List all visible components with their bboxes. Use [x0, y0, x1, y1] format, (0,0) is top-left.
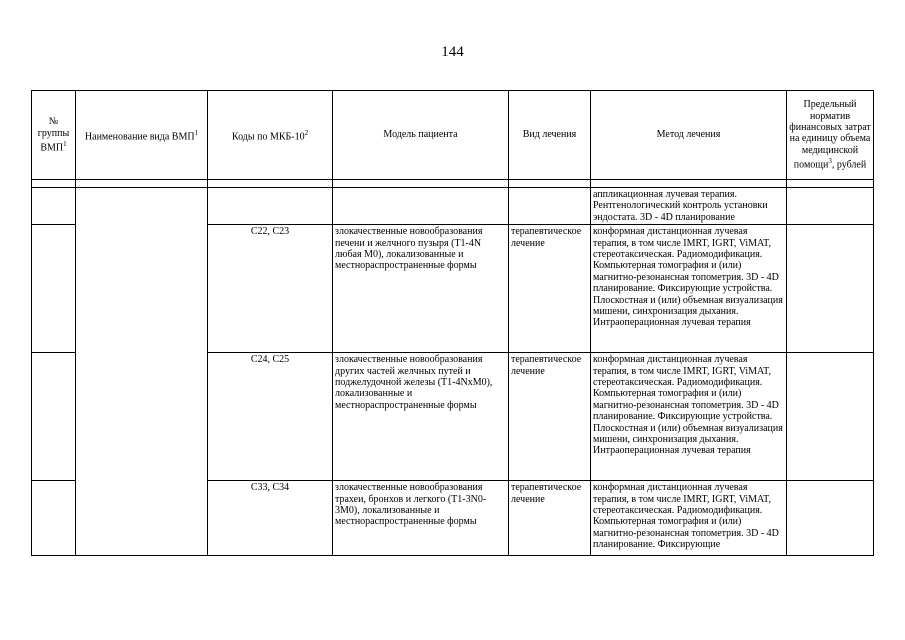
method-cell: конформная дистанционная лучевая терапия, в том числе IMRT, IGRT, ViMAT, стереотаксическая. Радиомодификация. Компьютерная томография и (или) магнитно-резонансная топометрия. 3D - 4D планирование. Фиксирующие — [591, 481, 787, 556]
group-cell — [32, 188, 76, 225]
group-cell — [32, 225, 76, 353]
cost-cell — [787, 481, 874, 556]
method-cell: конформная дистанционная лучевая терапия, в том числе IMRT, IGRT, ViMAT, стереотаксическая. Радиомодификация. Компьютерная томография и (или) магнитно-резонансная топометрия. 3D - 4D планирование. Фиксирующие устройства. Плоскостная и (или) объемная визуализация мишени, синхронизация дыхания. Интраоперационная лучевая терапия — [591, 353, 787, 481]
type-cell — [509, 188, 591, 225]
table-header-row — [32, 91, 874, 180]
codes-cell: C33, C34 — [208, 481, 333, 556]
method-cell: конформная дистанционная лучевая терапия, в том числе IMRT, IGRT, ViMAT, стереотаксическая. Радиомодификация. Компьютерная томография и (или) магнитно-резонансная топометрия. 3D - 4D планирование. Фиксирующие устройства. Плоскостная и (или) объемная визуализация мишени, синхронизация дыхания. Интраоперационная лучевая терапия — [591, 225, 787, 353]
codes-cell — [208, 188, 333, 225]
group-cell — [32, 353, 76, 481]
header-group: № группы ВМП$^1$ — [32, 91, 76, 180]
table-row — [32, 188, 874, 225]
header-method: Метод лечения — [591, 91, 787, 180]
type-cell: терапевтическое лечение — [509, 225, 591, 353]
type-cell: терапевтическое лечение — [509, 353, 591, 481]
type-cell: терапевтическое лечение — [509, 481, 591, 556]
cost-cell — [787, 225, 874, 353]
name-cell — [76, 188, 208, 556]
model-cell: злокачественные новообразования трахеи, бронхов и легкого (T1-3N0-3M0), локализованные и местнораспространенные формы — [333, 481, 509, 556]
page-number: 144 — [441, 44, 464, 60]
cost-cell — [787, 188, 874, 225]
table-spacer-row — [32, 180, 874, 188]
header-type: Вид лечения — [509, 91, 591, 180]
codes-cell: C24, C25 — [208, 353, 333, 481]
method-cell: аппликационная лучевая терапия. Рентгенологический контроль установки эндостата. 3D - 4D планирование — [591, 188, 787, 225]
header-cost: Предельный норматив финансовых затрат на единицу объема медицинской помощи$^3$, рублей — [787, 91, 874, 180]
cost-cell — [787, 353, 874, 481]
vmp-table — [31, 90, 874, 556]
header-model: Модель пациента — [333, 91, 509, 180]
codes-cell: C22, C23 — [208, 225, 333, 353]
header-codes: Коды по МКБ-$10^2$ — [208, 91, 333, 180]
header-name: Наименование вида ВМП$^1$ — [76, 91, 208, 180]
model-cell: злокачественные новообразования других частей желчных путей и поджелудочной железы (T1-4NxM0), локализованные и местнораспространенные формы — [333, 353, 509, 481]
group-cell — [32, 481, 76, 556]
model-cell: злокачественные новообразования печени и желчного пузыря (T1-4N любая M0), локализованные и местнораспространенные формы — [333, 225, 509, 353]
model-cell — [333, 188, 509, 225]
